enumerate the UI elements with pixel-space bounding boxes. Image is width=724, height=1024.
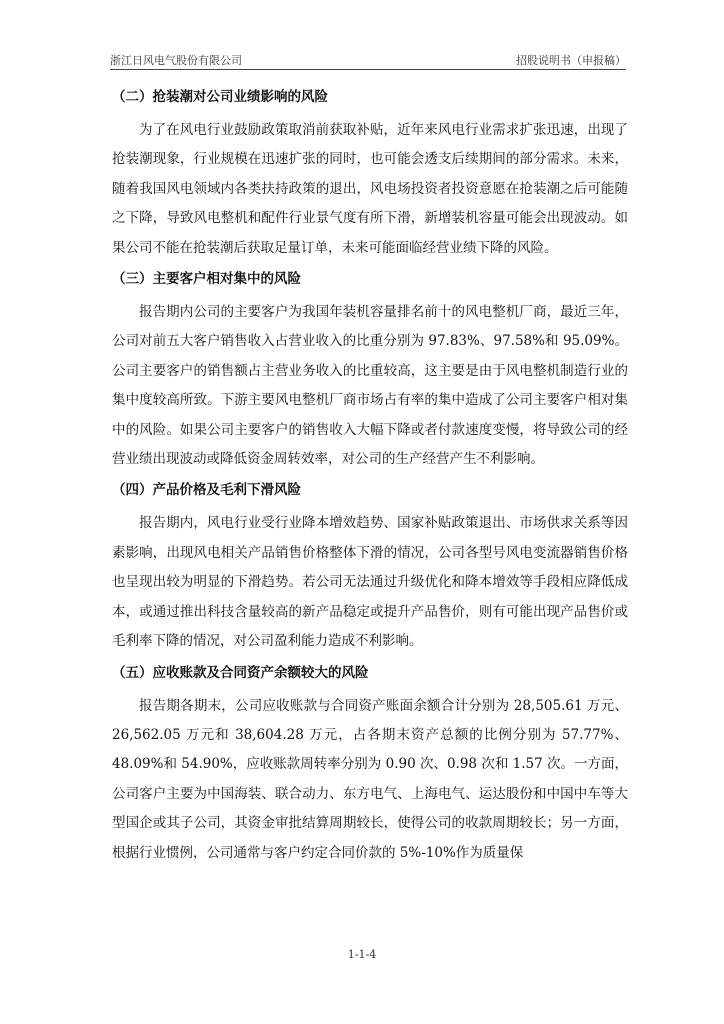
page-header xyxy=(110,48,626,68)
header-company-name: 浙江日风电气股份有限公司 xyxy=(110,54,242,67)
section-heading-price-margin-decline-risk: （四）产品价格及毛利下滑风险 xyxy=(112,482,301,499)
section-paragraph: 报告期内公司的主要客户为我国年装机容量排名前十的风电整机厂商，最近三年，公司对前五大客户销售收入占营业收入的比重分别为 97.83%、97.58%和 95.09%。公司主要客户的销售额占主营业务收入的比重较高，这主要是由于风电整机制造行业的集中度较高所致。下游主要风电整机厂商市场占有率的集中造成了公司主要客户相对集中的风险。如果公司主要客户的销售收入大幅下降或者付款速度变慢，将导致公司的经营业绩出现波动或降低资金周转效率，对公司的生产经营产生不利影响。 xyxy=(112,304,628,468)
section-heading-customer-concentration-risk: （三）主要客户相对集中的风险 xyxy=(112,271,301,288)
header-document-title: 招股说明书（申报稿） xyxy=(516,54,626,67)
section-paragraph: 为了在风电行业鼓励政策取消前获取补贴，近年来风电行业需求扩张迅速，出现了抢装潮现象，行业规模在迅速扩张的同时，也可能会透支后续期间的部分需求。未来，随着我国风电领域内各类扶持政策的退出，风电场投资者投资意愿在抢装潮之后可能随之下降，导致风电整机和配件行业景气度有所下滑，新增装机容量可能会出现波动。如果公司不能在抢装潮后获取足量订单，未来可能面临经营业绩下降的风险。 xyxy=(112,122,628,256)
section-paragraph: 报告期各期末，公司应收账款与合同资产账面余额合计分别为 28,505.61 万元、26,562.05 万元和 38,604.28 万元，占各期末资产总额的比例分别为 57.77%、48.09%和 54.90%，应收账款周转率分别为 0.90 次、0.98 次和 1.57 次。一方面，公司客户主要为中国海装、联合动力、东方电气、上海电气、运达股份和中国中车等大型国企或其子公司，其资金审批结算周期较长，使得公司的收款周期较长；另一方面，根据行业惯例，公司通常与客户约定合同价款的 5%-10%作为质量保 xyxy=(112,697,628,861)
page-number: 1-1-4 xyxy=(347,948,377,961)
section-paragraph: 报告期内，风电行业受行业降本增效趋势、国家补贴政策退出、市场供求关系等因素影响，出现风电相关产品销售价格整体下滑的情况，公司各型号风电变流器销售价格也呈现出较为明显的下滑趋势。若公司无法通过升级优化和降本增效等手段相应降低成本，或通过推出科技含量较高的新产品稳定或提升产品售价，则有可能出现产品售价或毛利率下降的情况，对公司盈利能力造成不利影响。 xyxy=(112,515,628,650)
section-heading-rush-installation-risk: （二）抢装潮对公司业绩影响的风险 xyxy=(112,89,328,105)
header-divider xyxy=(110,69,626,70)
section-heading-receivables-risk: （五）应收账款及合同资产余额较大的风险 xyxy=(112,664,369,681)
document-body xyxy=(112,84,628,871)
